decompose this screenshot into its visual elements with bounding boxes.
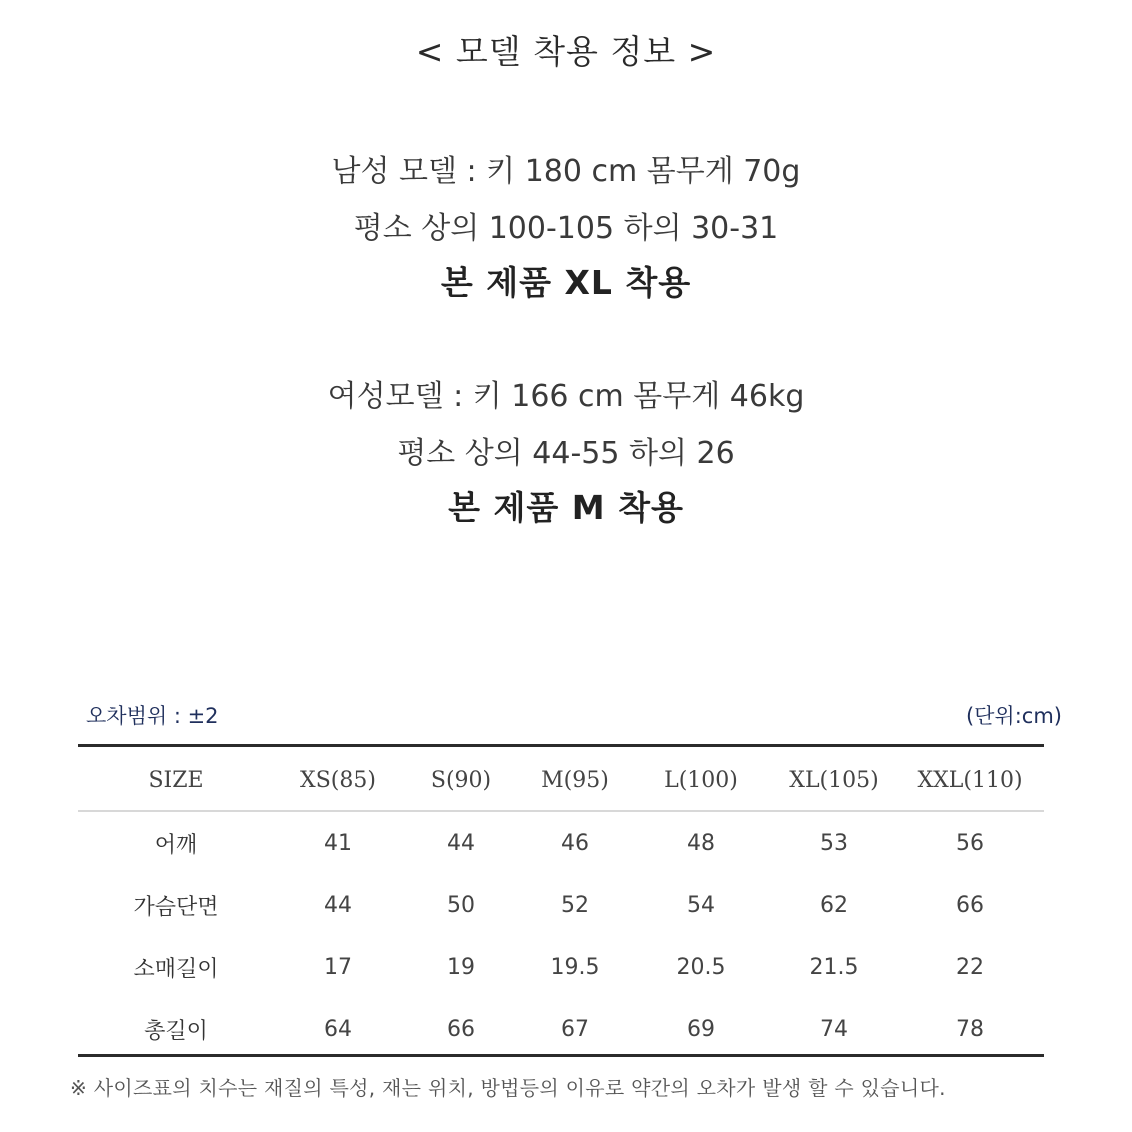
table-top-rule bbox=[78, 744, 1044, 747]
row-label: 소매길이 bbox=[133, 956, 219, 982]
table-cell: 50 bbox=[447, 892, 475, 918]
size-table bbox=[78, 748, 1044, 1060]
table-cell: 64 bbox=[324, 1016, 352, 1042]
size-column-header: SIZE bbox=[148, 767, 204, 793]
table-row bbox=[78, 998, 1044, 1060]
table-cell: 44 bbox=[447, 830, 475, 856]
table-cell: 54 bbox=[687, 892, 715, 918]
male-model-measurements: 남성 모델 : 키 180 cm 몸무게 70g bbox=[331, 154, 801, 189]
unit-label: (단위:cm) bbox=[965, 704, 1062, 728]
size-column-header: M(95) bbox=[541, 767, 609, 793]
table-cell: 78 bbox=[956, 1016, 984, 1042]
table-cell: 20.5 bbox=[676, 954, 726, 980]
female-model-measurements: 여성모델 : 키 166 cm 몸무게 46kg bbox=[327, 379, 805, 414]
table-cell: 22 bbox=[956, 954, 984, 980]
female-model-worn-size: 본 제품 M 착용 bbox=[448, 488, 684, 527]
size-column-header: XS(85) bbox=[300, 767, 376, 793]
table-cell: 52 bbox=[561, 892, 589, 918]
model-info-title: < 모델 착용 정보 > bbox=[415, 32, 717, 71]
size-column-header: XL(105) bbox=[789, 767, 879, 793]
table-cell: 21.5 bbox=[809, 954, 859, 980]
table-cell: 66 bbox=[447, 1016, 475, 1042]
row-label: 총길이 bbox=[144, 1018, 208, 1044]
table-cell: 19 bbox=[447, 954, 475, 980]
size-header-row bbox=[78, 748, 1044, 812]
table-cell: 44 bbox=[324, 892, 352, 918]
size-column-header: S(90) bbox=[430, 767, 492, 793]
table-cell: 56 bbox=[956, 830, 984, 856]
table-cell: 66 bbox=[956, 892, 984, 918]
table-cell: 41 bbox=[324, 830, 352, 856]
table-cell: 17 bbox=[324, 954, 352, 980]
table-cell: 62 bbox=[820, 892, 848, 918]
table-row bbox=[78, 874, 1044, 936]
male-model-usual-size: 평소 상의 100-105 하의 30-31 bbox=[353, 211, 779, 246]
table-cell: 53 bbox=[820, 830, 848, 856]
table-cell: 46 bbox=[561, 830, 589, 856]
table-cell: 74 bbox=[820, 1016, 848, 1042]
female-model-usual-size: 평소 상의 44-55 하의 26 bbox=[397, 436, 735, 471]
tolerance-label: 오차범위 : ±2 bbox=[86, 704, 219, 728]
table-cell: 67 bbox=[561, 1016, 589, 1042]
size-column-header: L(100) bbox=[664, 767, 738, 793]
male-model-worn-size: 본 제품 XL 착용 bbox=[440, 263, 692, 302]
size-column-header: XXL(110) bbox=[917, 767, 1023, 793]
table-row bbox=[78, 936, 1044, 998]
row-label: 가슴단면 bbox=[133, 894, 219, 920]
table-cell: 48 bbox=[687, 830, 715, 856]
table-cell: 19.5 bbox=[550, 954, 600, 980]
measurement-disclaimer: ※ 사이즈표의 치수는 재질의 특성, 재는 위치, 방법등의 이유로 약간의 오차가 발생 할 수 있습니다. bbox=[70, 1076, 946, 1100]
table-row bbox=[78, 812, 1044, 874]
row-label: 어깨 bbox=[154, 832, 198, 858]
table-cell: 69 bbox=[687, 1016, 715, 1042]
